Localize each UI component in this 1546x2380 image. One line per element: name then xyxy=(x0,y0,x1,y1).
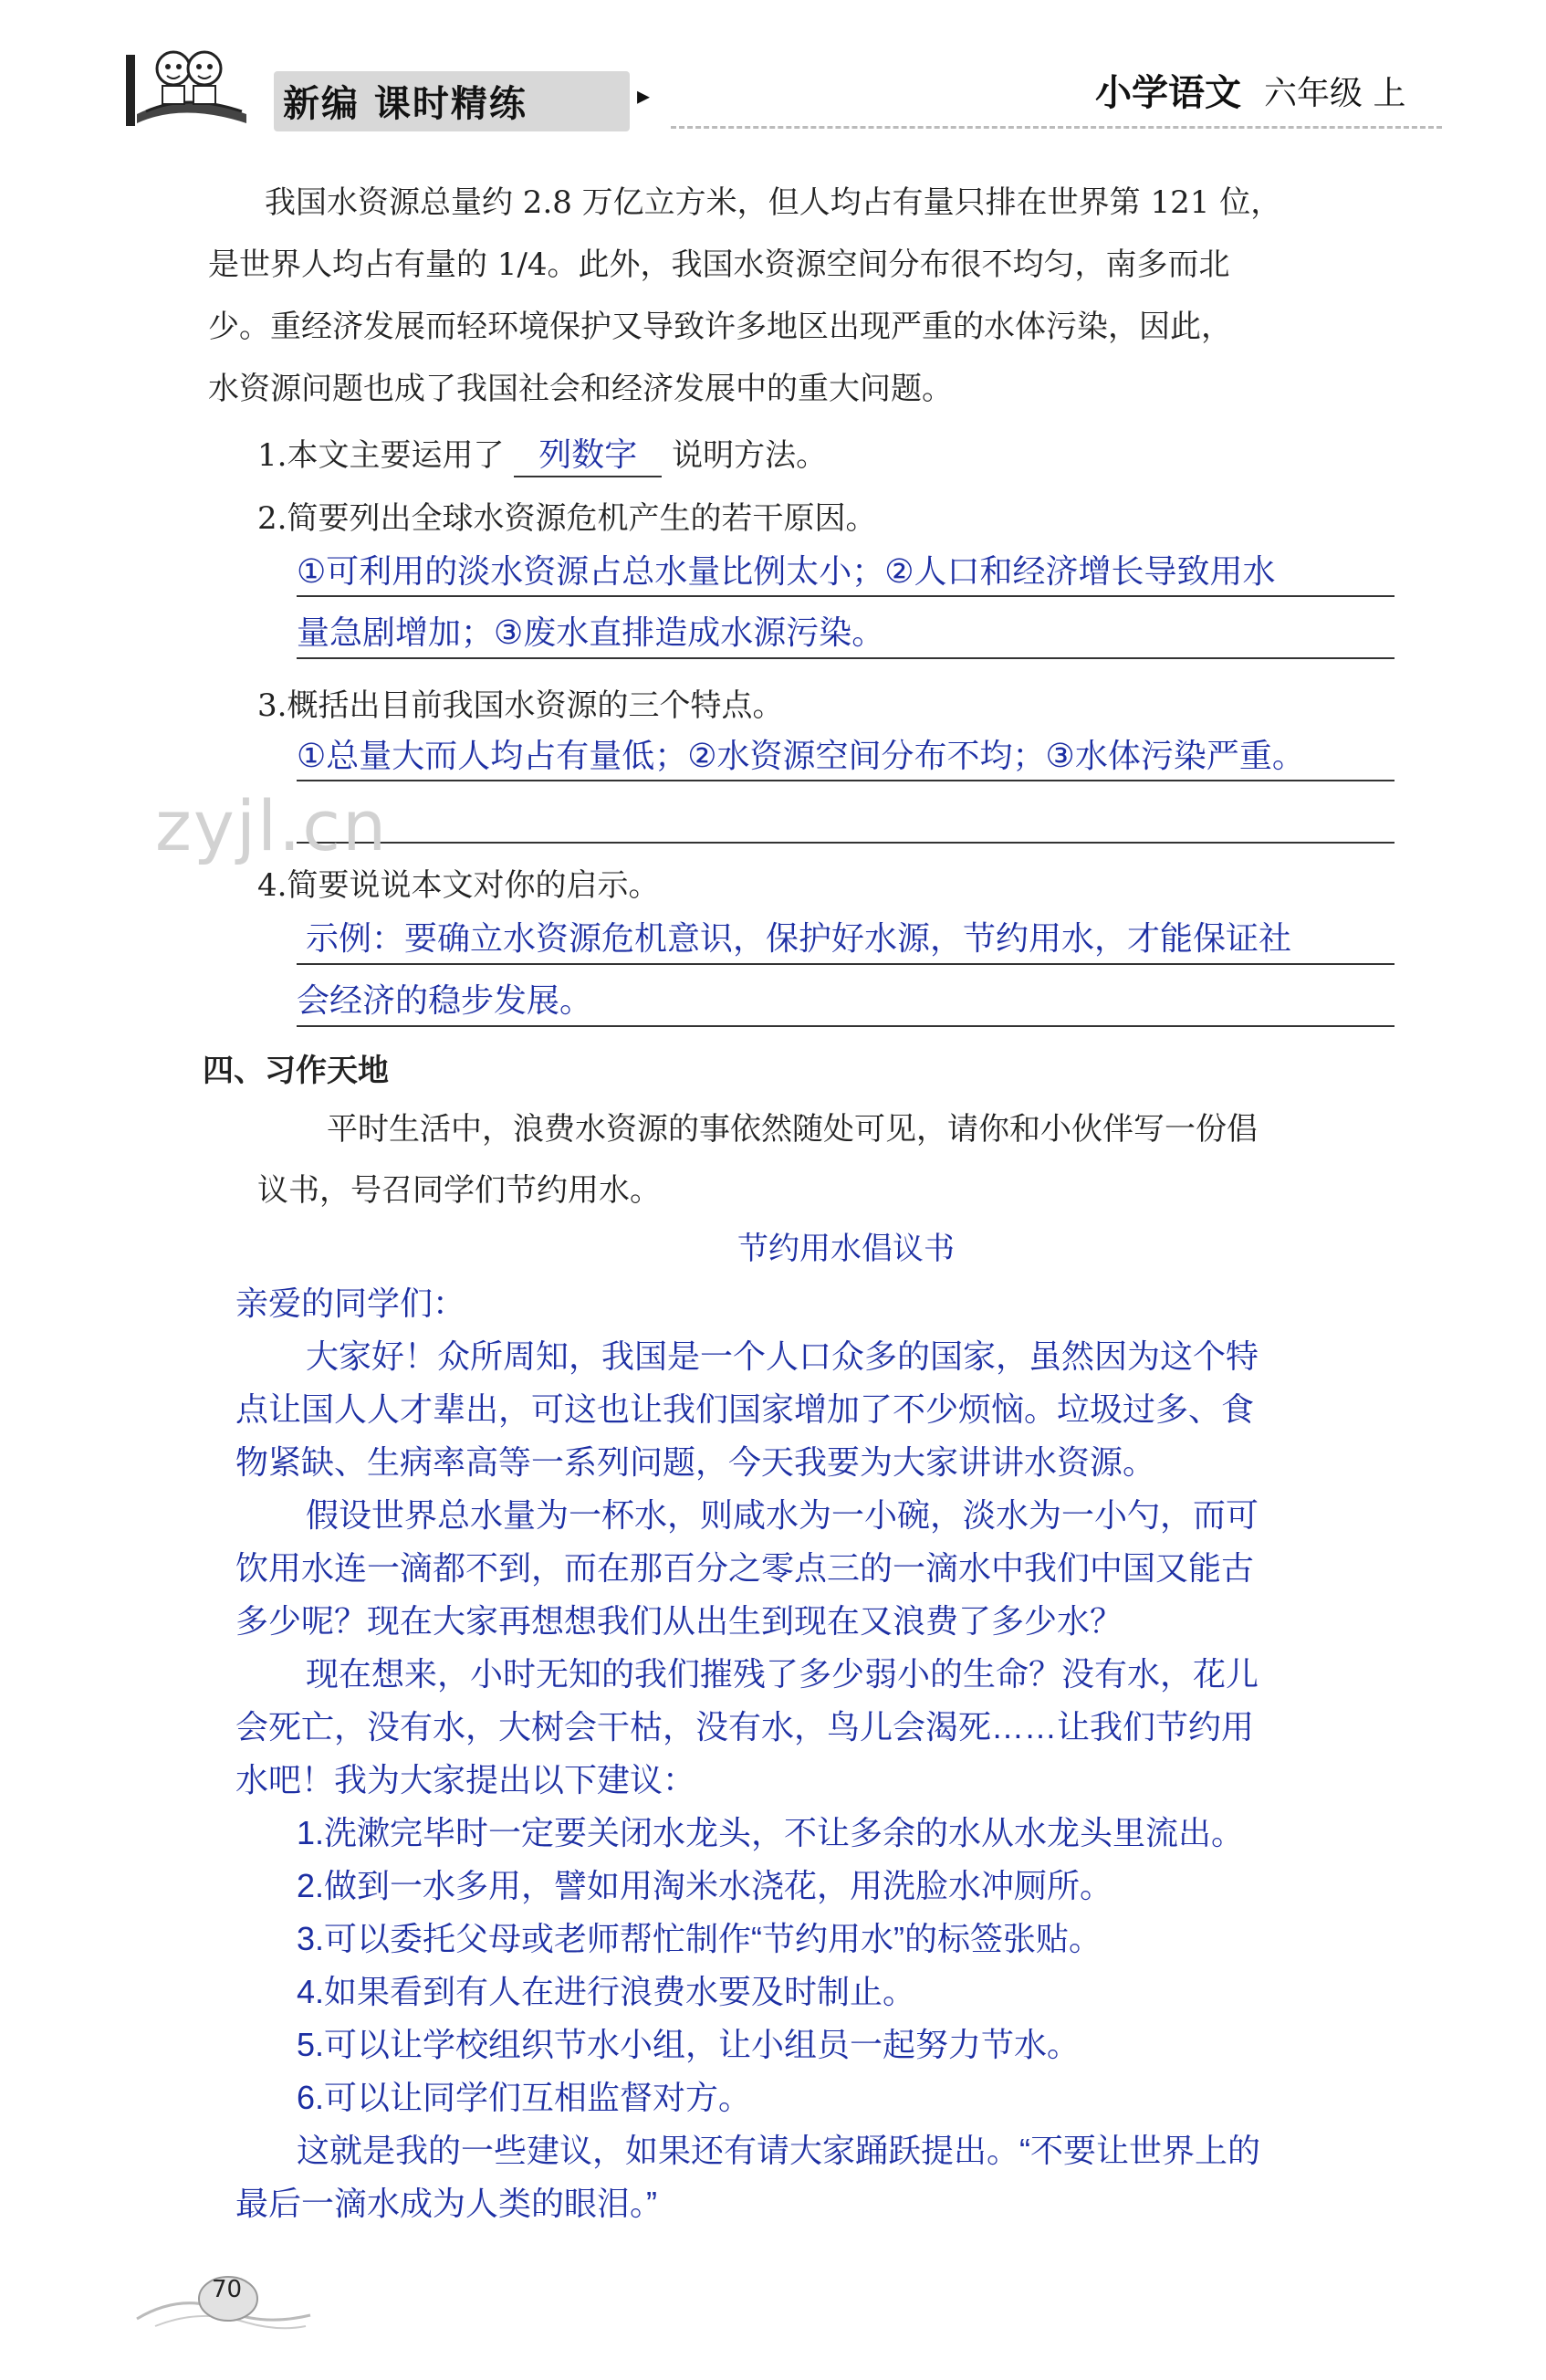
essay-suggestion: 5.可以让学校组织节水小组，让小组员一起努力节水。 xyxy=(297,2026,1081,2063)
book-mascot-icon xyxy=(110,27,256,128)
question-1-answer: 列数字 xyxy=(514,429,662,477)
question-2-prompt: 2.简要列出全球水资源危机产生的若干原因。 xyxy=(257,500,877,537)
essay-line: 多少呢？现在大家再想想我们从出生到现在又浪费了多少水？ xyxy=(235,1602,1123,1640)
answer-rule xyxy=(297,657,1395,659)
passage-line: 是世界人均占有量的 1/4。此外，我国水资源空间分布很不均匀，南多而北 xyxy=(208,246,1230,283)
answer-rule xyxy=(297,963,1395,965)
answer-rule xyxy=(297,595,1395,597)
page-header xyxy=(110,27,1442,128)
question-4-prompt: 4.简要说说本文对你的启示。 xyxy=(257,867,660,904)
essay-line: 物紧缺、生病率高等一系列问题，今天我要为大家讲讲水资源。 xyxy=(235,1443,1156,1481)
essay-line: 水吧！我为大家提出以下建议： xyxy=(235,1761,696,1798)
essay-line: 假设世界总水量为一杯水，则咸水为一小碗，淡水为一小勺，而可 xyxy=(306,1496,1259,1534)
essay-line: 最后一滴水成为人类的眼泪。” xyxy=(235,2185,657,2222)
answer-rule xyxy=(297,842,1395,844)
arrow-right-icon: ▸ xyxy=(637,80,651,110)
essay-suggestion: 6.可以让同学们互相监督对方。 xyxy=(297,2079,752,2116)
page-number: 70 xyxy=(212,2276,243,2303)
question-3-answer-line: ①总量大而人均占有量低；②水资源空间分布不均；③水体污染严重。 xyxy=(297,737,1305,774)
passage-line: 我国水资源总量约 2.8 万亿立方米，但人均占有量只排在世界第 121 位， xyxy=(265,184,1282,221)
subject-label: 小学语文 xyxy=(1095,72,1241,114)
essay-greeting: 亲爱的同学们： xyxy=(235,1284,466,1322)
question-3-prompt: 3.概括出目前我国水资源的三个特点。 xyxy=(257,687,784,724)
watermark: zyjl.cn xyxy=(155,785,389,866)
answer-rule xyxy=(297,780,1395,781)
essay-line: 大家好！众所周知，我国是一个人口众多的国家，虽然因为这个特 xyxy=(306,1337,1259,1375)
essay-suggestion: 1.洗漱完毕时一定要关闭水龙头，不让多余的水从水龙头里流出。 xyxy=(297,1814,1245,1851)
passage-line: 少。重经济发展而轻环境保护又导致许多地区出现严重的水体污染，因此， xyxy=(208,309,1232,345)
essay-suggestion: 4.如果看到有人在进行浪费水要及时制止。 xyxy=(297,1973,916,2010)
essay-line: 会死亡，没有水，大树会干枯，没有水，鸟儿会渴死……让我们节约用 xyxy=(235,1708,1255,1746)
section-heading: 四、习作天地 xyxy=(203,1053,389,1089)
essay-line: 这就是我的一些建议，如果还有请大家踊跃提出。“不要让世界上的 xyxy=(297,2132,1260,2169)
question-4-answer-line: 示例：要确立水资源危机意识，保护好水源，节约用水，才能保证社 xyxy=(306,919,1292,957)
essay-line: 饮用水连一滴都不到，而在那百分之零点三的一滴水中我们中国又能古 xyxy=(235,1549,1255,1587)
grade-label: 六年级 上 xyxy=(1264,75,1406,112)
question-2-answer-line: ①可利用的淡水资源占总水量比例太小；②人口和经济增长导致用水 xyxy=(297,552,1276,590)
essay-suggestion: 2.做到一水多用，譬如用淘米水浇花，用洗脸水冲厕所。 xyxy=(297,1867,1113,1904)
essay-suggestion: 3.可以委托父母或老师帮忙制作“节约用水”的标签张贴。 xyxy=(297,1920,1102,1957)
passage-line: 水资源问题也成了我国社会和经济发展中的重大问题。 xyxy=(208,371,953,407)
question-4-answer-line: 会经济的稳步发展。 xyxy=(297,981,593,1019)
essay-line: 点让国人人才辈出，可这也让我们国家增加了不少烦恼。垃圾过多、食 xyxy=(235,1390,1255,1428)
question-1-suffix: 说明方法。 xyxy=(672,437,828,474)
brand-title: 新编 课时精练 xyxy=(283,83,528,125)
essay-line: 现在想来，小时无知的我们摧残了多少弱小的生命？没有水，花儿 xyxy=(306,1655,1259,1693)
section-prompt-line: 平时生活中，浪费水资源的事依然随处可见，请你和小伙伴写一份倡 xyxy=(327,1111,1258,1148)
header-divider xyxy=(671,126,1442,129)
question-1-text: 1.本文主要运用了 xyxy=(257,437,505,474)
question-1 xyxy=(257,429,827,477)
essay-title: 节约用水倡议书 xyxy=(737,1232,955,1266)
section-prompt-line: 议书，号召同学们节约用水。 xyxy=(257,1172,661,1209)
answer-rule xyxy=(297,1025,1395,1027)
question-2-answer-line: 量急剧增加；③废水直排造成水源污染。 xyxy=(297,613,885,651)
